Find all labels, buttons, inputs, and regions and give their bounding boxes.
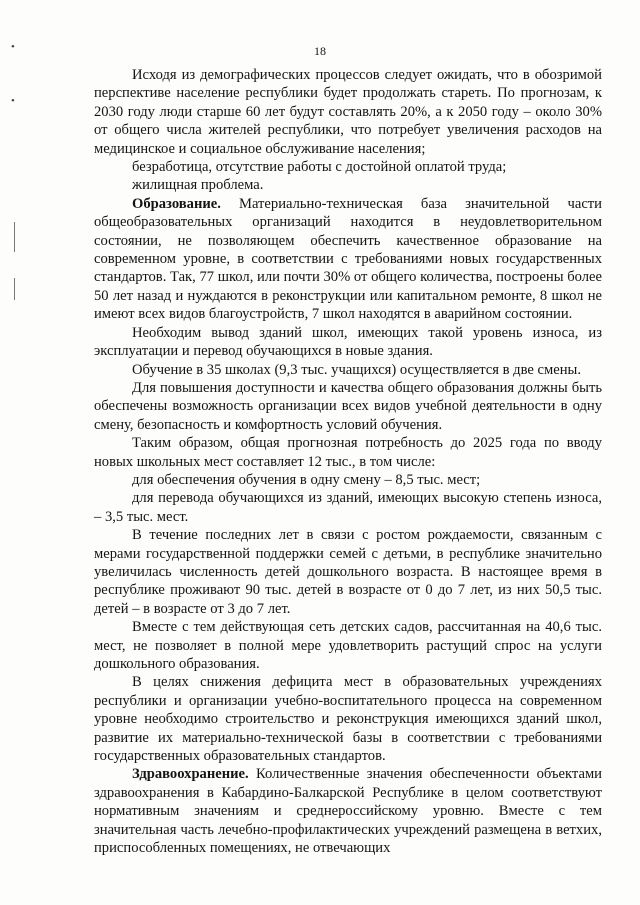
paragraph-school-decommission: Необходим вывод зданий школ, имеющих такой уровень износа, из эксплуатации и перевод обучающихся в новые здания. (94, 324, 602, 360)
list-item-worn-buildings: для перевода обучающихся из зданий, имеющих высокую степень износа, – 3,5 тыс. мест. (94, 490, 602, 525)
page-number: 18 (314, 44, 326, 58)
paragraph-kindergartens: Вместе с тем действующая сеть детских садов, рассчитанная на 40,6 тыс. мест, не позволяет в полной мере удовлетворить растущий спрос на услуги дошкольного образования. (94, 619, 602, 672)
section-heading-education: Образование. (132, 195, 221, 212)
paragraph-demography: Исходя из демографических процессов следует ожидать, что в обозримой перспективе население республики будет продолжать стареть. По прогнозам, к 2030 году люди старше 60 лет будут составлять 20%, а к 2050 году – около 30% от общего числа жителей республики, что потребует увеличения расходов на медицинское и социальное обслуживание населения; (94, 67, 602, 157)
section-heading-healthcare: Здравоохранение. (132, 766, 249, 783)
margin-dot-mark: • (11, 41, 15, 53)
document-body (94, 66, 602, 857)
paragraph-forecast: Таким образом, общая прогнозная потребность до 2025 года по вводу новых школьных мест составляет 12 тыс., в том числе: (94, 435, 602, 470)
paragraph-healthcare (94, 765, 602, 857)
paragraph-birthrate: В течение последних лет в связи с ростом рождаемости, связанным с мерами государственной поддержки семей с детьми, в республике значительно увеличилась численность детей дошкольного возраста. В настоящее время в республике проживают 90 тыс. детей в возрасте от 0 до 7 лет, из них 50,5 тыс. детей – в возрасте от 3 до 7 лет. (94, 527, 602, 617)
scan-edge-line (14, 222, 15, 252)
list-item-housing: жилищная проблема. (132, 177, 264, 194)
list-item-one-shift: для обеспечения обучения в одну смену – 8,5 тыс. мест; (132, 471, 481, 488)
list-item-unemployment: безработица, отсутствие работы с достойной оплатой труда; (132, 159, 507, 176)
paragraph-education (94, 195, 602, 324)
paragraph-healthcare-text: Количественные значения обеспеченности объектами здравоохранения в Кабардино-Балкарской Республике в целом соответствуют нормативным значениям и среднероссийскому уровню. Вместе с тем значительная часть лечебно-профилактических учреждений размещена в ветхих, приспособленных помещениях, не отвечающих (94, 766, 602, 857)
paragraph-two-shifts: Обучение в 35 школах (9,3 тыс. учащихся) осуществляется в две смены. (132, 361, 581, 378)
scan-edge-line (14, 278, 15, 300)
paragraph-deficit-measures: В целях снижения дефицита мест в образовательных учреждениях республики и организации учебно-воспитательного процесса на современном уровне необходимо строительство и реконструкция имеющихся зданий школ, развитие их материально-технической базы в соответствии с требованиями государственных образовательных стандартов. (94, 674, 602, 765)
margin-dot-mark: • (11, 95, 15, 107)
paragraph-accessibility: Для повышения доступности и качества общего образования должны быть обеспечены возможность организации всех видов учебной деятельности в одну смену, безопасность и комфортность условий обучения. (94, 379, 602, 433)
paragraph-education-text: Материально-техническая база значительной части общеобразовательных организаций находится в неудовлетворительном состоянии, не позволяющем обеспечить качественное образование на современном уровне, в соответствии с требованиями новых государственных стандартов. Так, 77 школ, или почти 30% от общего количества, построены более 50 лет назад и нуждаются в реконструкции или капитальном ремонте, 8 школ не имеют всех видов благоустройств, 7 школ находятся в аварийном состоянии. (94, 195, 602, 323)
